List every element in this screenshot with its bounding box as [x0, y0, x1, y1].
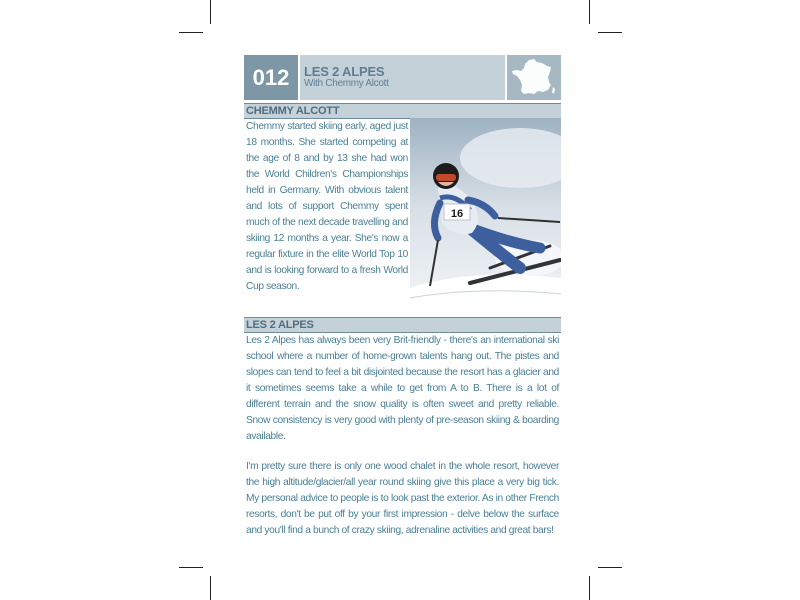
section-heading-text: LES 2 ALPES	[246, 319, 314, 331]
section-heading-text: CHEMMY ALCOTT	[246, 105, 340, 117]
crop-mark	[210, 0, 211, 24]
france-map-icon	[507, 55, 561, 100]
crop-mark	[589, 0, 590, 24]
crop-mark	[598, 567, 622, 568]
card-number: 012	[244, 55, 298, 100]
section-heading-resort	[244, 317, 561, 333]
crop-mark	[598, 32, 622, 33]
title-box	[300, 55, 505, 100]
card-title: LES 2 ALPES	[304, 64, 385, 79]
crop-mark	[589, 576, 590, 600]
bib-number: 16	[450, 208, 464, 220]
crop-mark	[179, 567, 203, 568]
resort-paragraph-1: Les 2 Alpes has always been very Brit-friendly - there's an international ski school where a number of home-grown talents hang out. The pistes and slopes can tend to feel a bit disjointed because the resort has a glacier and it sometimes seems take a while to get from A to B. There is a lot of different terrain and the snow quality is often sweet and pretty reliable. Snow consistency is very good with plenty of pre-season skiing & boarding available.	[246, 335, 559, 442]
section-heading-chemmy	[244, 103, 561, 119]
resort-card	[244, 55, 561, 545]
chemmy-bio-text: Chemmy started skiing early, aged just 18 months. She started competing at the age of 8 and by 13 she had won the World Children's Championships held in Germany. With obvious talent and lots of support Chemmy spent much of the next decade travelling and skiing 12 months a year. She's now a regular fixture in the elite World Top 10 and is looking forward to a fresh World Cup season.	[246, 121, 408, 292]
crop-mark	[179, 32, 203, 33]
card-subtitle: With Chemmy Alcott	[304, 78, 389, 89]
card-header	[244, 55, 561, 100]
resort-paragraph-2: I'm pretty sure there is only one wood chalet in the whole resort, however the high altitude/glacier/all year round skiing give this place a very big tick. My personal advice to people is to look past the exterior. As in other French resorts, don't be put off by your first impression - delve below the surface and you'll find a bunch of crazy skiing, adrenaline activities and great bars!	[246, 461, 559, 536]
crop-mark	[210, 576, 211, 600]
skier-photo	[410, 118, 561, 314]
